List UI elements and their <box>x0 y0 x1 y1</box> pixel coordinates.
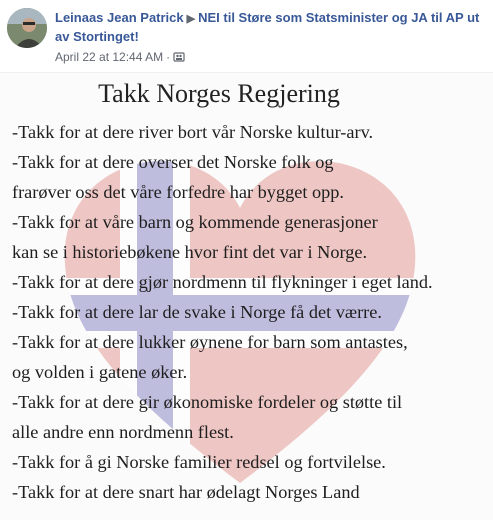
text-line: alle andre enn nordmenn flest. <box>12 422 234 442</box>
text-line: -Takk for at dere lukker øynene for barn som antastes, <box>12 332 408 352</box>
caret-right-icon: ▶ <box>186 13 196 25</box>
text-line: -Takk for at dere snart har ødelagt Norges Land <box>12 482 360 502</box>
text-line: -Takk for at dere lar de svake i Norge få det værre. <box>12 302 382 322</box>
meta-separator: · <box>166 50 171 64</box>
text-line: -Takk for at dere overser det Norske folk og <box>12 152 334 172</box>
text-line: -Takk for at våre barn og kommende generasjoner <box>12 212 378 232</box>
image-title: Takk Norges Regjering <box>98 79 340 108</box>
text-line: og volden i gatene øker. <box>12 362 188 382</box>
author-avatar[interactable] <box>7 8 47 48</box>
text-line: -Takk for at dere river bort vår Norske kultur-arv. <box>12 122 374 142</box>
profile-photo-icon <box>7 8 47 48</box>
image-text-lines <box>12 117 490 507</box>
post-author-line <box>55 9 485 46</box>
text-line: frarøver oss det våre forfedre har bygget opp. <box>12 182 344 202</box>
text-line: kan se i historiebøkene hvor fint det var i Norge. <box>12 242 368 262</box>
text-line: -Takk for at dere gjør nordmenn til flykninger i eget land. <box>12 272 433 292</box>
post-header <box>0 0 493 72</box>
post-image[interactable] <box>0 72 493 520</box>
text-line: -Takk for å gi Norske familier redsel og fortvilelse. <box>12 452 386 472</box>
post-timestamp[interactable]: April 22 at 12:44 AM <box>55 50 164 64</box>
text-line: -Takk for at dere gir økonomiske fordeler og støtte til <box>12 392 403 412</box>
post-meta <box>55 49 185 67</box>
group-name[interactable]: NEI til Støre som Statsminister og JA til AP ut av Stortinget! <box>55 10 480 44</box>
author-name[interactable]: Leinaas Jean Patrick <box>55 10 184 25</box>
group-icon <box>173 51 185 67</box>
